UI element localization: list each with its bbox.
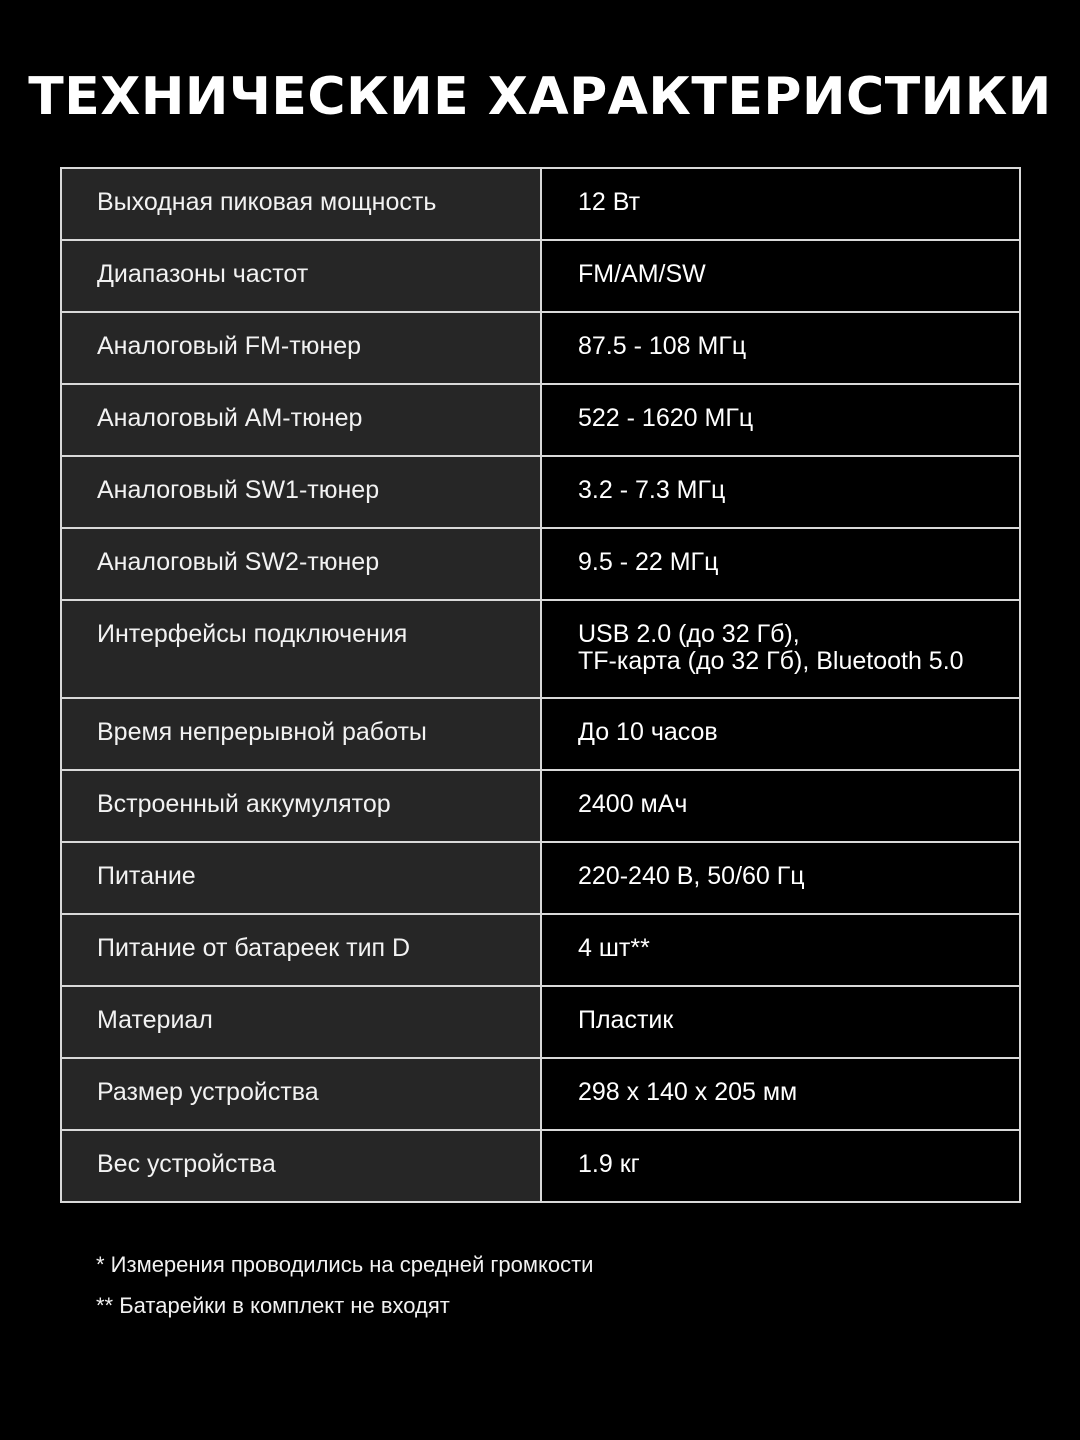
spec-label: Размер устройства: [61, 1058, 541, 1130]
spec-value-line: FM/AM/SW: [578, 260, 706, 288]
spec-label: Аналоговый SW1-тюнер: [61, 456, 541, 528]
spec-label: Диапазоны частот: [61, 240, 541, 312]
table-row: [61, 842, 1020, 914]
table-row: [61, 1058, 1020, 1130]
spec-value: [541, 600, 1020, 698]
spec-value: [541, 1130, 1020, 1202]
spec-value: [541, 384, 1020, 456]
spec-value-line: 1.9 кг: [578, 1150, 640, 1178]
spec-value: [541, 1058, 1020, 1130]
table-row: [61, 600, 1020, 698]
spec-label: Встроенный аккумулятор: [61, 770, 541, 842]
spec-value: [541, 168, 1020, 240]
spec-value-line: 9.5 - 22 МГц: [578, 548, 719, 576]
spec-label: Вес устройства: [61, 1130, 541, 1202]
spec-label: Аналоговый AM-тюнер: [61, 384, 541, 456]
spec-value: [541, 914, 1020, 986]
spec-value-line: TF-карта (до 32 Гб), Bluetooth 5.0: [578, 647, 964, 675]
spec-value-line: 220-240 В, 50/60 Гц: [578, 862, 805, 890]
spec-label: Аналоговый SW2-тюнер: [61, 528, 541, 600]
table-row: [61, 986, 1020, 1058]
spec-value: [541, 528, 1020, 600]
spec-label: Интерфейсы подключения: [61, 600, 541, 698]
spec-value-line: До 10 часов: [578, 718, 718, 746]
table-row: [61, 384, 1020, 456]
table-row: [61, 528, 1020, 600]
table-row: [61, 914, 1020, 986]
footnote-batteries: ** Батарейки в комплект не входят: [96, 1293, 450, 1318]
spec-value-line: 2400 мАч: [578, 790, 688, 818]
spec-value-line: 298 х 140 х 205 мм: [578, 1078, 798, 1106]
spec-label: Выходная пиковая мощность: [61, 168, 541, 240]
table-row: [61, 770, 1020, 842]
spec-value-line: 12 Вт: [578, 188, 641, 216]
spec-value-line: Пластик: [578, 1006, 674, 1034]
spec-value-line: 3.2 - 7.3 МГц: [578, 476, 726, 504]
spec-label: Материал: [61, 986, 541, 1058]
spec-value: [541, 240, 1020, 312]
table-row: [61, 698, 1020, 770]
spec-value: [541, 770, 1020, 842]
spec-value: [541, 456, 1020, 528]
spec-label: Аналоговый FM-тюнер: [61, 312, 541, 384]
spec-table: [60, 167, 1021, 1203]
table-row: [61, 1130, 1020, 1202]
table-row: [61, 240, 1020, 312]
spec-value: [541, 842, 1020, 914]
spec-label: Время непрерывной работы: [61, 698, 541, 770]
spec-value-line: 4 шт**: [578, 934, 650, 962]
footnotes: [96, 1244, 593, 1326]
footnote-measurement: * Измерения проводились на средней громкости: [96, 1252, 594, 1277]
spec-value: [541, 986, 1020, 1058]
table-row: [61, 456, 1020, 528]
spec-label: Питание от батареек тип D: [61, 914, 541, 986]
spec-value-line: 87.5 - 108 МГц: [578, 332, 747, 360]
spec-value-line: USB 2.0 (до 32 Гб),: [578, 620, 800, 648]
page-title: ТЕХНИЧЕСКИЕ ХАРАКТЕРИСТИКИ: [28, 67, 1052, 127]
table-row: [61, 168, 1020, 240]
spec-value: [541, 698, 1020, 770]
spec-label: Питание: [61, 842, 541, 914]
spec-value: [541, 312, 1020, 384]
spec-value-line: 522 - 1620 МГц: [578, 404, 754, 432]
table-row: [61, 312, 1020, 384]
